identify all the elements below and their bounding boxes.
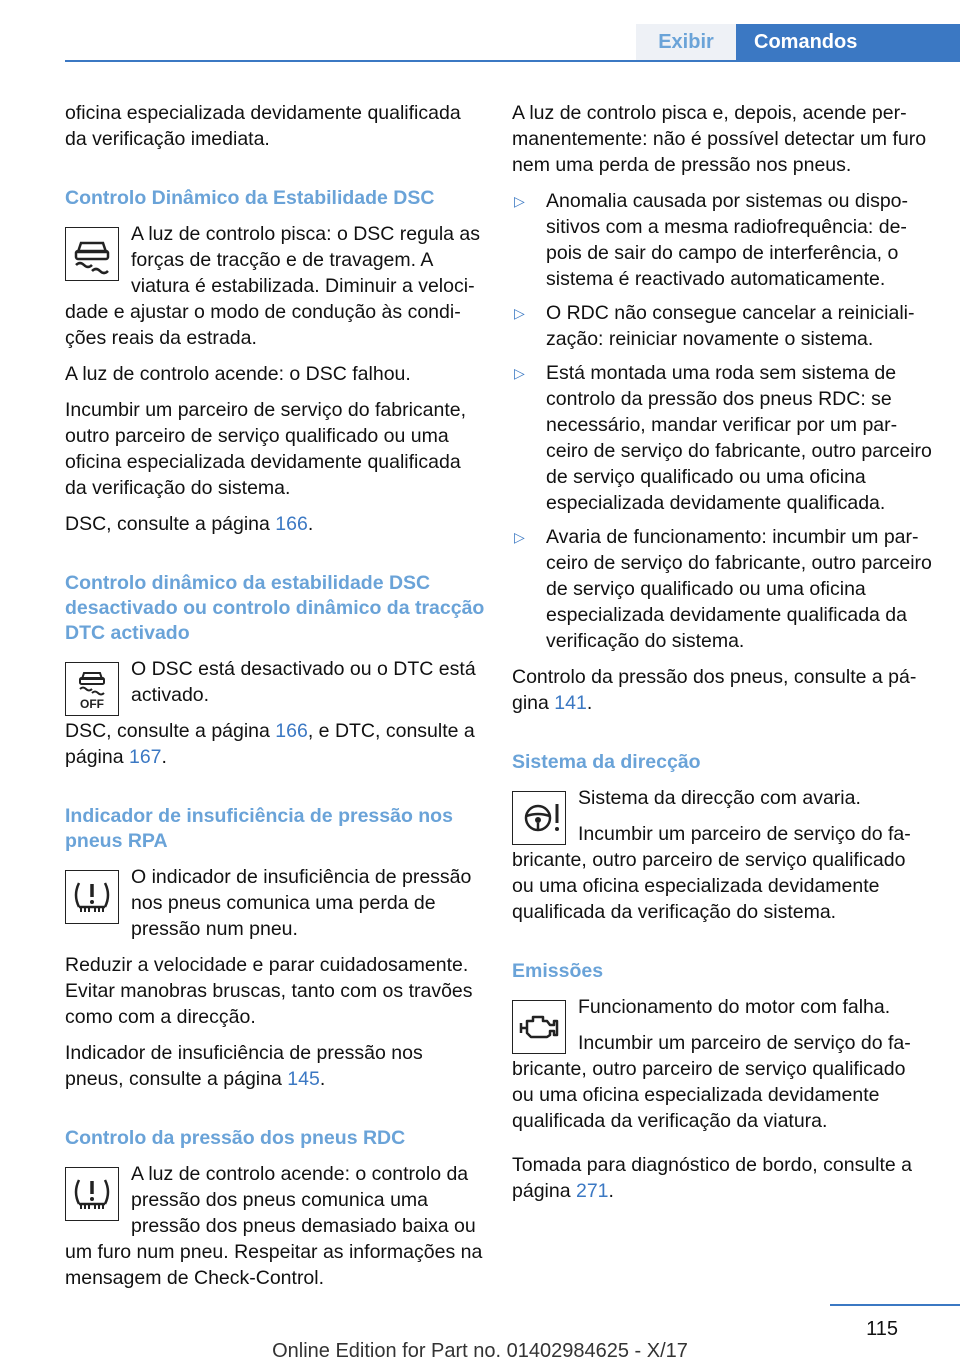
intro-paragraph: oficina especializada devidamente qualificada da verificação imediata. (65, 102, 461, 150)
dsc-skid-car-icon (65, 227, 119, 281)
list-item: ▷ O RDC não consegue cancelar a reinicialização: reiniciar novamente o sistema. (514, 302, 915, 350)
page-link-166[interactable]: 166 (275, 720, 308, 742)
page-link-167[interactable]: 167 (128, 746, 162, 768)
bullet-arrow-icon: ▷ (514, 305, 525, 321)
section-title-dsc-off: Controlo dinâmico da estabilidade DSC desactivado ou controlo dinâmico da tracção DTC activado (65, 572, 485, 644)
steering-paragraph-2: Incumbir um parceiro de serviço do fabricante, outro parceiro de serviço qualificado ou uma oficina especializada devidamente qualificada da verificação do sistema. (512, 823, 911, 923)
tire-pressure-warning-icon (65, 1167, 119, 1221)
tab-exibir[interactable]: Exibir (636, 24, 736, 60)
rdc-reference: Controlo da pressão dos pneus, consulte a página 141. (512, 666, 917, 714)
dsc-paragraph-2: A luz de controlo acende: o DSC falhou. (65, 363, 411, 385)
list-item: ▷ Está montada uma roda sem sistema de controlo da pressão dos pneus RDC: se necessário, mandar verificar por um parceiro de serviço do fabricante, outro parceiro de serviço qualificado ou uma oficina especializada devidamente qualificada. (514, 362, 932, 514)
steering-wheel-warning-icon (512, 791, 566, 845)
emissions-reference: Tomada para diagnóstico de bordo, consulte a página 271. (512, 1154, 913, 1202)
rdc-bullet-list (512, 188, 932, 654)
list-item: ▷ Avaria de funcionamento: incumbir um parceiro de serviço do fabricante, outro parceiro de serviço qualificado ou uma oficina especializada devidamente qualificada da verificação do sistema. (514, 526, 932, 652)
bullet-arrow-icon: ▷ (514, 193, 525, 209)
section-title-emissions: Emissões (512, 960, 604, 982)
right-column (512, 100, 932, 1214)
page-link-141[interactable]: 141 (554, 692, 587, 714)
page-header (0, 0, 960, 62)
left-column (65, 100, 485, 1301)
emissions-paragraph-1: Funcionamento do motor com falha. (578, 996, 891, 1018)
dsc-off-reference: DSC, consulte a página 166, e DTC, consulte a página 167. (65, 720, 475, 768)
tab-comandos[interactable]: Comandos (736, 24, 960, 60)
emissions-paragraph-2: Incumbir um parceiro de serviço do fabricante, outro parceiro de serviço qualificado ou uma oficina especializada devidamente qualificada da verificação da viatura. (512, 1032, 911, 1132)
section-title-rdc: Controlo da pressão dos pneus RDC (65, 1127, 406, 1149)
section-title-steering: Sistema da direcção (512, 751, 701, 773)
rpa-paragraph-1: O indicador de insuficiência de pressão nos pneus comunica uma perda de pressão num pneu. (131, 866, 472, 940)
rpa-paragraph-2: Reduzir a velocidade e parar cuidadosamente. Evitar manobras bruscas, tanto com os travões como com a direcção. (65, 954, 473, 1028)
page-link-166[interactable]: 166 (275, 513, 308, 535)
tire-pressure-warning-icon (65, 870, 119, 924)
edition-note: Online Edition for Part no. 01402984625 - X/17 (272, 1340, 688, 1362)
svg-text:OFF: OFF (80, 697, 104, 711)
dsc-paragraph-3: Incumbir um parceiro de serviço do fabricante, outro parceiro de serviço qualificado ou uma oficina especializada devidamente qualificada da verificação do sistema. (65, 399, 467, 499)
footer-rule (830, 1304, 960, 1306)
dsc-off-icon (65, 662, 119, 716)
steering-paragraph-1: Sistema da direcção com avaria. (578, 787, 861, 809)
page-link-145[interactable]: 145 (287, 1068, 320, 1090)
rdc-intro-paragraph: A luz de controlo pisca e, depois, acende permanentemente: não é possível detectar um furo nem uma perda de pressão nos pneus. (512, 102, 927, 176)
rpa-reference: Indicador de insuficiência de pressão nos pneus, consulte a página 145. (65, 1042, 423, 1090)
list-item: ▷ Anomalia causada por sistemas ou dispositivos com a mesma radiofrequência: depois de sair do campo de interferência, o sistema é reactivado automaticamente. (514, 190, 909, 290)
page-footer (0, 1318, 960, 1362)
dsc-off-paragraph-1: O DSC está desactivado ou o DTC está activado. (131, 658, 476, 706)
dsc-paragraph-1: A luz de controlo pisca: o DSC regula as forças de tracção e de travagem. A viatura é estabilizada. Diminuir a velocidade e ajustar o modo de condução às condições reais da estrada. (65, 223, 481, 349)
page-number: 115 (866, 1318, 898, 1340)
section-title-rpa: Indicador de insuficiência de pressão nos pneus RPA (65, 805, 453, 852)
section-title-dsc: Controlo Dinâmico da Estabilidade DSC (65, 187, 435, 209)
engine-check-icon (512, 1000, 566, 1054)
bullet-arrow-icon: ▷ (514, 365, 525, 381)
page-link-271[interactable]: 271 (575, 1180, 609, 1202)
rdc-paragraph-1: A luz de controlo acende: o controlo da pressão dos pneus comunica uma pressão dos pneus demasiado baixa ou um furo num pneu. Respeitar as informações na mensagem de Check-Control. (65, 1163, 483, 1289)
bullet-arrow-icon: ▷ (514, 529, 525, 545)
dsc-reference: DSC, consulte a página 166. (65, 513, 314, 535)
header-rule (65, 60, 960, 62)
